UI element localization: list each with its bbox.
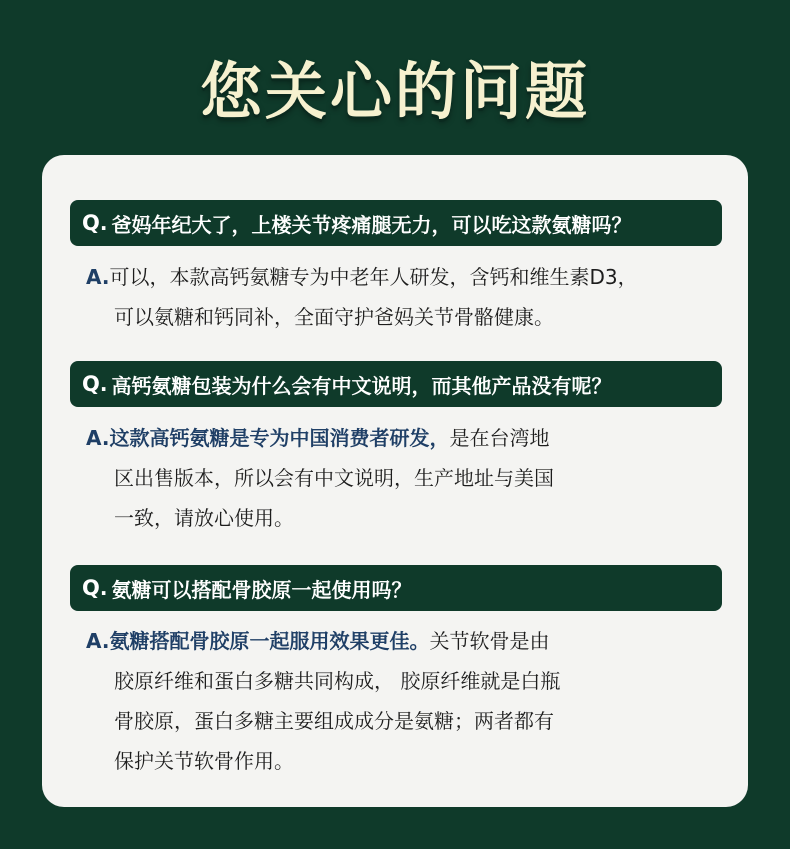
question-marker: Q: [82, 211, 100, 235]
question-text: 氨糖可以搭配骨胶原一起使用吗？: [111, 577, 412, 602]
question-marker: Q: [82, 576, 100, 600]
answer-text: 骨胶原，蛋白多糖主要组成成分是氨糖；两者都有: [114, 709, 554, 733]
answer-text: 一致，请放心使用。: [114, 506, 294, 530]
question-bar: Q . 爸妈年纪大了，上楼关节疼痛腿无力，可以吃这款氨糖吗？: [70, 200, 722, 246]
answer-text: 关节软骨是由: [429, 629, 550, 653]
faq-card: [42, 155, 748, 807]
question-marker: Q: [82, 372, 100, 396]
answer-marker: A.: [86, 426, 110, 450]
answer-marker: A.: [86, 265, 110, 289]
question-text: 爸妈年纪大了，上楼关节疼痛腿无力，可以吃这款氨糖吗？: [111, 212, 632, 237]
question-bar: Q . 氨糖可以搭配骨胶原一起使用吗？: [70, 565, 722, 611]
answer-text: 保护关节软骨作用。: [114, 749, 294, 773]
answer-text: 区出售版本，所以会有中文说明，生产地址与美国: [114, 466, 554, 490]
page-title: 您关心的问题: [199, 55, 590, 128]
answer-marker: A.: [86, 629, 110, 653]
answer-text: 可以氨糖和钙同补，全面守护爸妈关节骨骼健康。: [114, 305, 554, 329]
answer-block: [86, 418, 706, 538]
answer-emphasis: 这款高钙氨糖是专为中国消费者研发，: [109, 426, 450, 450]
question-text: 高钙氨糖包装为什么会有中文说明，而其他产品没有呢？: [111, 373, 612, 398]
answer-text: 可以，本款高钙氨糖专为中老年人研发，含钙和维生素D3，: [109, 265, 638, 289]
answer-emphasis: 氨糖搭配骨胶原一起服用效果更佳。: [109, 629, 430, 653]
answer-text: 胶原纤维和蛋白多糖共同构成， 胶原纤维就是白瓶: [114, 669, 561, 693]
answer-block: [86, 257, 706, 337]
question-bar: Q . 高钙氨糖包装为什么会有中文说明，而其他产品没有呢？: [70, 361, 722, 407]
answer-text: 是在台湾地: [449, 426, 550, 450]
answer-block: [86, 621, 706, 781]
